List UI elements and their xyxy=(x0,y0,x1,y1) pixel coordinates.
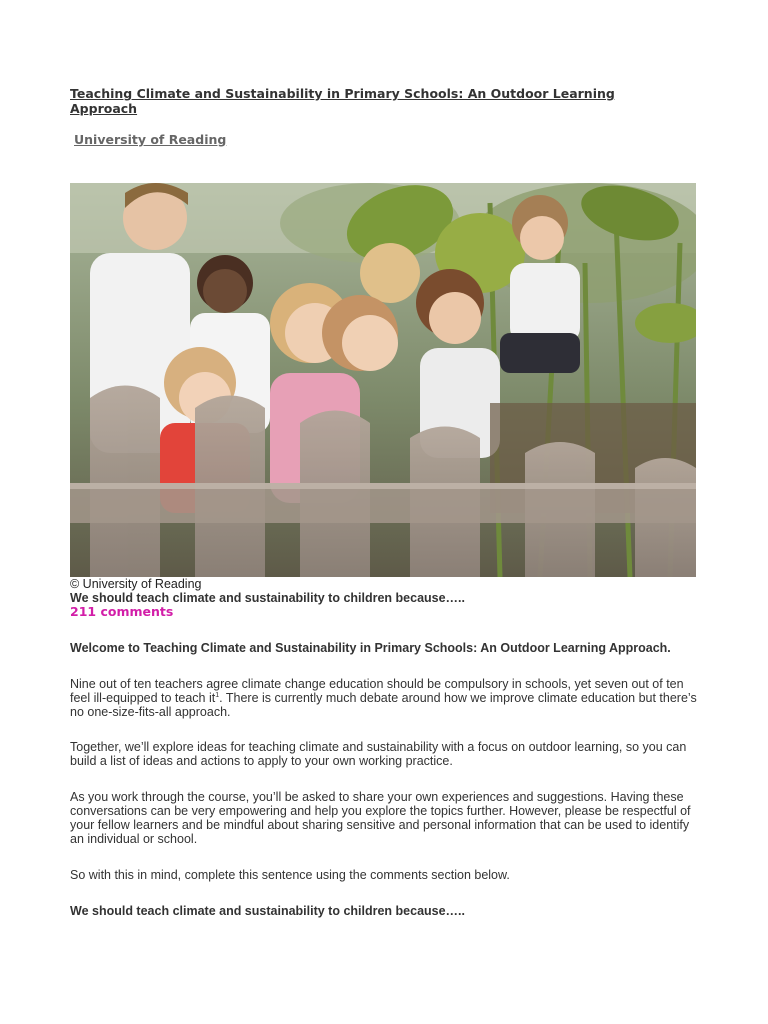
photo-caption: © University of Reading xyxy=(70,577,202,591)
comments-count-link[interactable]: 211 comments xyxy=(70,604,174,619)
instruction-paragraph: So with this in mind, complete this sentence using the comments section below. xyxy=(70,868,510,882)
article-photo xyxy=(70,183,696,577)
welcome-paragraph: Welcome to Teaching Climate and Sustainability in Primary Schools: An Outdoor Learning Approach. xyxy=(70,641,671,655)
article-title-link[interactable]: Teaching Climate and Sustainability in Primary Schools: An Outdoor Learning Approach xyxy=(70,86,615,116)
intro-text-a: Nine out of ten teachers agree climate change education should be compulsory in schools, yet seven out of ten feel ill-equipped to teach it xyxy=(70,677,684,705)
discussion-prompt: We should teach climate and sustainability to children because….. xyxy=(70,591,466,605)
intro-text-b: . There is currently much debate around how we improve climate education but there’s no one-size-fits-all approach. xyxy=(70,691,697,719)
share-paragraph: As you work through the course, you’ll be asked to share your own experiences and suggestions. Having these conversations can be very empowering and help you explore the topics further. However, please be respectful of your fellow learners and be mindful about sharing sensitive and personal information that can be used to identify an individual or school. xyxy=(70,790,691,846)
author-link[interactable]: University of Reading xyxy=(74,132,227,147)
footnote-marker[interactable]: 1 xyxy=(215,691,220,699)
discussion-prompt-bottom: We should teach climate and sustainability to children because….. xyxy=(70,904,466,918)
explore-paragraph: Together, we’ll explore ideas for teaching climate and sustainability with a focus on outdoor learning, so you can build a list of ideas and actions to apply to your own working practice. xyxy=(70,740,687,768)
intro-paragraph xyxy=(70,677,700,719)
